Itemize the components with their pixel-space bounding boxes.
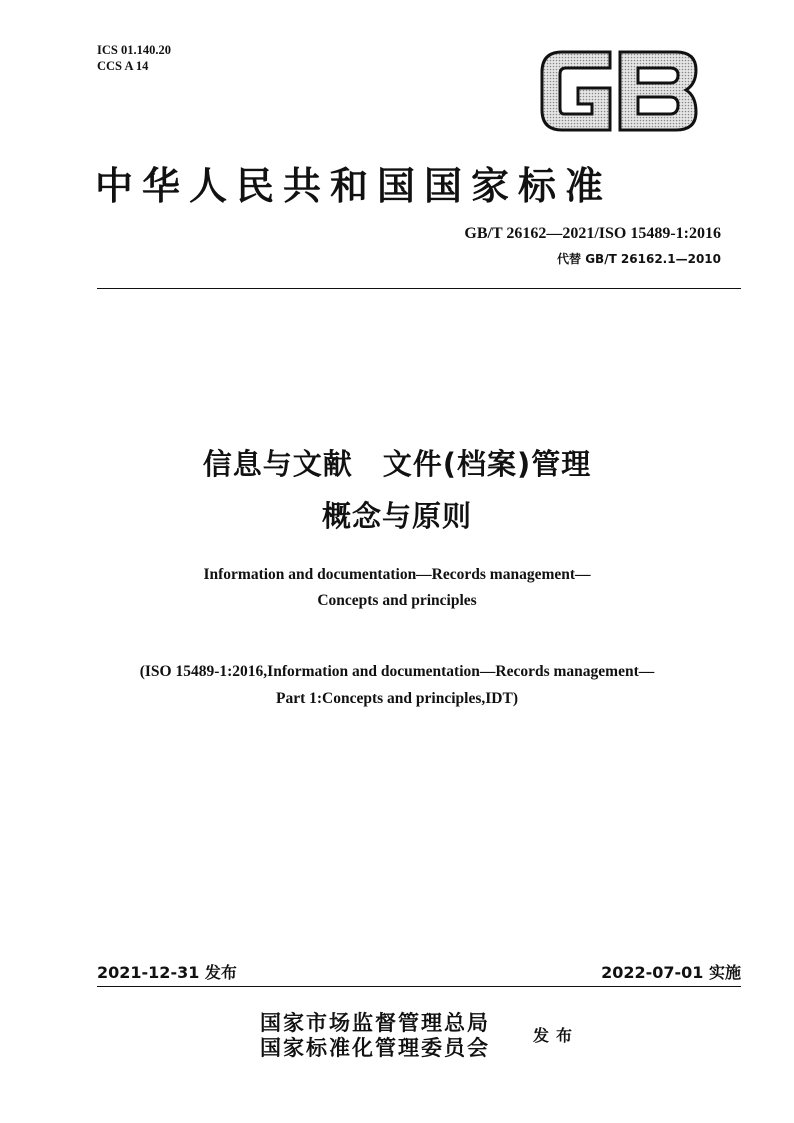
iso-reference-line1: (ISO 15489-1:2016,Information and documentation—Records management— — [139, 663, 655, 680]
bottom-divider — [97, 986, 741, 987]
issuer-samr: 国家市场监督管理总局 — [260, 1010, 490, 1035]
publish-label: 发布 — [533, 1026, 580, 1045]
iso-reference-line2: Part 1:Concepts and principles,IDT) — [276, 690, 518, 707]
ccs-code: CCS A 14 — [97, 59, 149, 73]
implementation-date: 2022-07-01 实施 — [601, 963, 741, 982]
top-divider — [97, 288, 741, 289]
ics-code: ICS 01.140.20 — [97, 43, 171, 57]
title-chinese-line2: 概念与原则 — [321, 499, 472, 533]
title-english-line1: Information and documentation—Records management— — [203, 566, 591, 583]
issuer-sac: 国家标准化管理委员会 — [260, 1035, 490, 1060]
standard-number: GB/T 26162—2021/ISO 15489-1:2016 — [464, 225, 721, 242]
issue-date: 2021-12-31 发布 — [97, 963, 237, 982]
title-english-line2: Concepts and principles — [317, 592, 477, 609]
classification-codes — [97, 42, 171, 74]
standard-category-title: 中华人民共和国国家标准 — [95, 164, 613, 208]
issuing-organizations — [260, 1010, 490, 1060]
replaces-standard: 代替 GB/T 26162.1—2010 — [557, 252, 721, 266]
title-chinese-line1: 信息与文献 文件(档案)管理 — [202, 447, 592, 481]
gb-logo — [540, 50, 698, 132]
